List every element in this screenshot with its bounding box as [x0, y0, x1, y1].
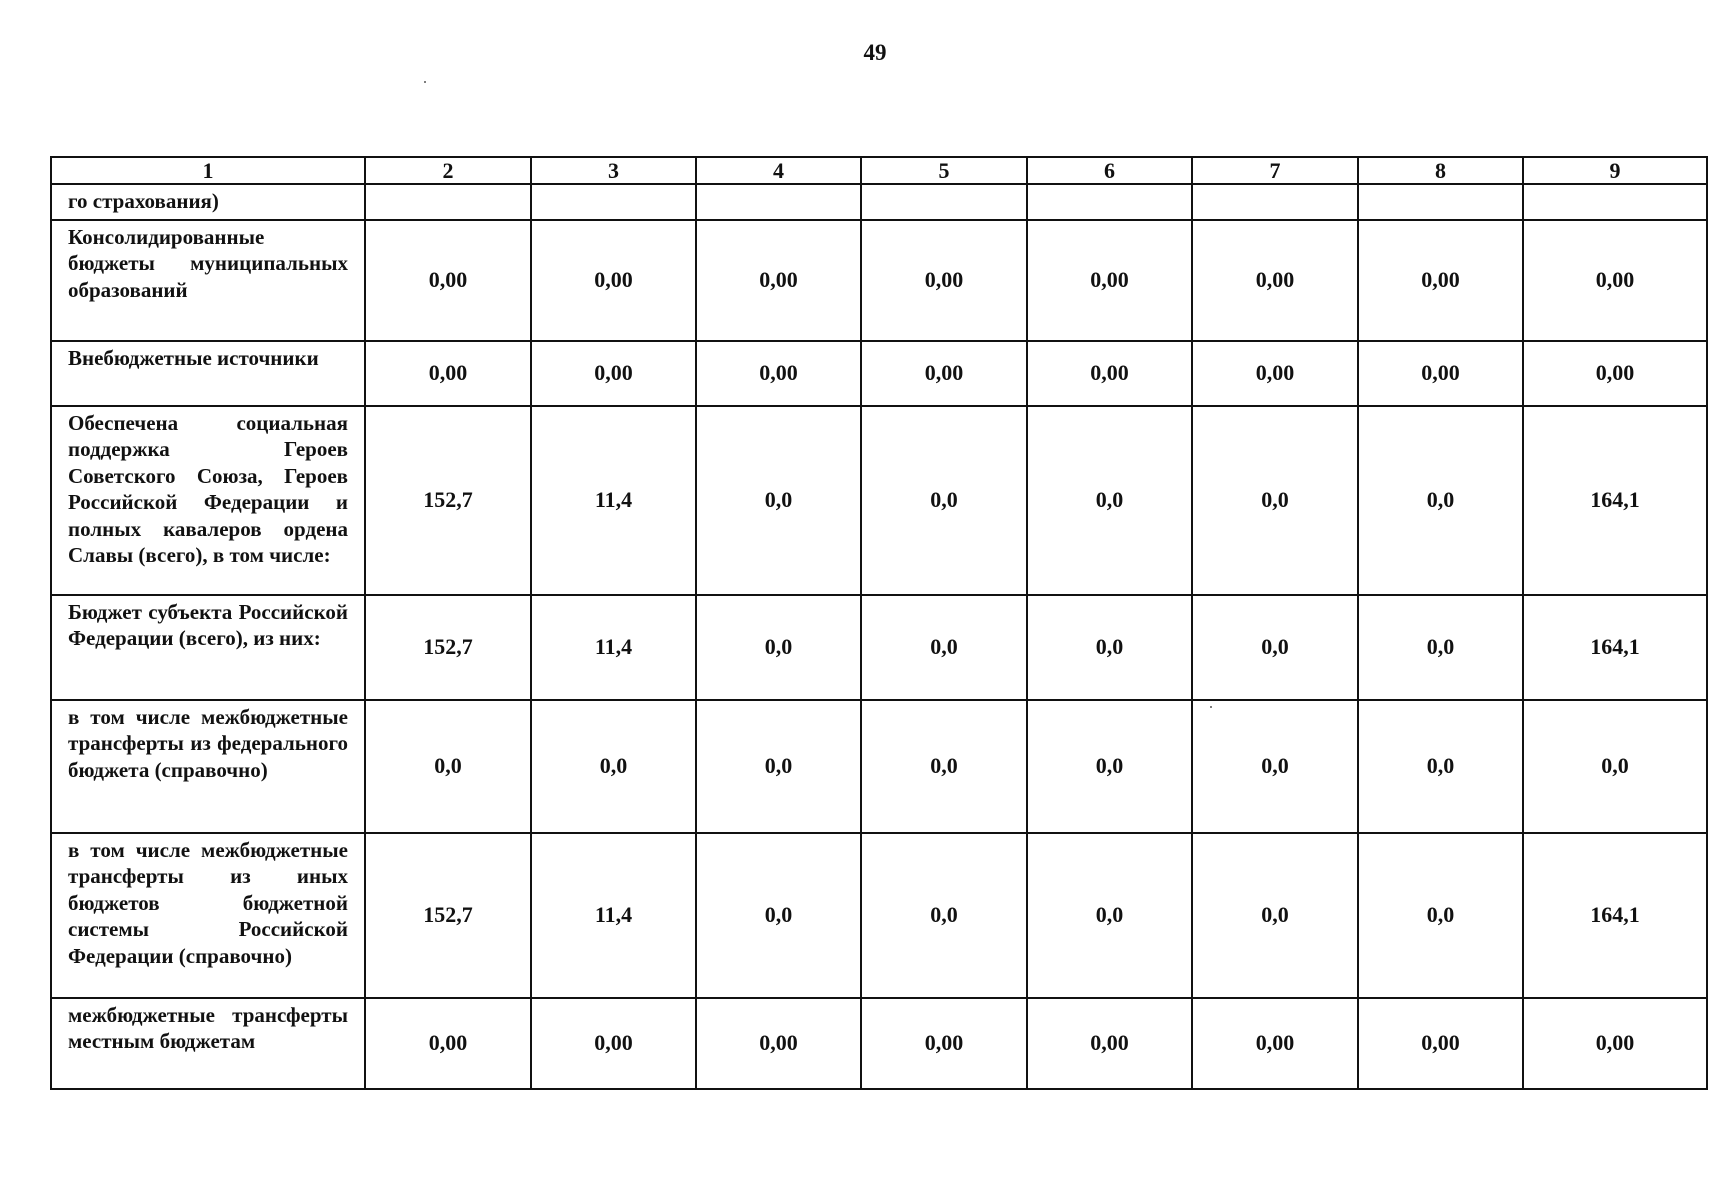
cell-value: 152,7 — [365, 833, 531, 998]
cell-value: 164,1 — [1523, 406, 1707, 595]
cell-value: 11,4 — [531, 406, 696, 595]
cell-value: 0,00 — [1027, 998, 1192, 1089]
row-label: межбюджетные трансферты местным бюджетам — [51, 998, 365, 1089]
cell-value — [696, 184, 861, 220]
cell-value: 0,0 — [696, 700, 861, 833]
table-row — [51, 700, 1707, 833]
table-row — [51, 595, 1707, 700]
cell-value: 0,0 — [1192, 700, 1358, 833]
table-row — [51, 220, 1707, 341]
column-header: 9 — [1523, 157, 1707, 184]
row-label: Внебюджетные источники — [51, 341, 365, 406]
cell-value: 0,0 — [1523, 700, 1707, 833]
cell-value: 0,0 — [1358, 700, 1523, 833]
cell-value: 0,00 — [1192, 220, 1358, 341]
cell-value — [1027, 184, 1192, 220]
cell-value: 0,0 — [861, 406, 1027, 595]
cell-value: 0,00 — [1358, 998, 1523, 1089]
cell-value: 0,00 — [1523, 341, 1707, 406]
cell-value: 0,0 — [696, 833, 861, 998]
column-header: 3 — [531, 157, 696, 184]
row-label: в том числе межбюджетные трансферты из иных бюджетов бюджетной системы Российской Федерации (справочно) — [51, 833, 365, 998]
page-number: 49 — [863, 40, 887, 65]
table-row — [51, 184, 1707, 220]
table-row — [51, 833, 1707, 998]
row-label: го страхования) — [51, 184, 365, 220]
cell-value: 0,00 — [365, 998, 531, 1089]
column-header: 2 — [365, 157, 531, 184]
table-row — [51, 998, 1707, 1089]
cell-value — [861, 184, 1027, 220]
budget-table — [50, 156, 1708, 1090]
cell-value: 0,00 — [1358, 341, 1523, 406]
column-header: 8 — [1358, 157, 1523, 184]
cell-value: 0,00 — [365, 220, 531, 341]
cell-value: 0,0 — [861, 595, 1027, 700]
cell-value: 0,0 — [1358, 406, 1523, 595]
column-number-row — [51, 157, 1707, 184]
cell-value: 0,0 — [1192, 595, 1358, 700]
cell-value: 0,00 — [531, 998, 696, 1089]
cell-value — [1358, 184, 1523, 220]
column-header: 7 — [1192, 157, 1358, 184]
cell-value — [365, 184, 531, 220]
cell-value: 152,7 — [365, 595, 531, 700]
cell-value: 0,00 — [1027, 341, 1192, 406]
cell-value: 0,0 — [1358, 595, 1523, 700]
column-header: 5 — [861, 157, 1027, 184]
cell-value: 0,0 — [1358, 833, 1523, 998]
cell-value: 0,00 — [1523, 220, 1707, 341]
cell-value: 0,0 — [1192, 833, 1358, 998]
cell-value: 0,0 — [1027, 833, 1192, 998]
cell-value: 0,0 — [696, 595, 861, 700]
cell-value: 0,00 — [531, 220, 696, 341]
cell-value: 0,0 — [1027, 406, 1192, 595]
column-header: 6 — [1027, 157, 1192, 184]
cell-value: 0,00 — [861, 341, 1027, 406]
cell-value: 0,00 — [696, 220, 861, 341]
cell-value: 0,00 — [696, 341, 861, 406]
table-row — [51, 341, 1707, 406]
scan-speck — [424, 81, 426, 83]
cell-value: 11,4 — [531, 833, 696, 998]
cell-value: 0,00 — [696, 998, 861, 1089]
row-label: Бюджет субъекта Российской Федерации (всего), из них: — [51, 595, 365, 700]
cell-value: 0,00 — [1523, 998, 1707, 1089]
cell-value: 11,4 — [531, 595, 696, 700]
cell-value — [531, 184, 696, 220]
row-label: Консолидированные бюджеты муниципальных образований — [51, 220, 365, 341]
cell-value: 0,0 — [365, 700, 531, 833]
column-header: 1 — [51, 157, 365, 184]
cell-value: 0,00 — [365, 341, 531, 406]
cell-value — [1523, 184, 1707, 220]
cell-value: 164,1 — [1523, 833, 1707, 998]
row-label: Обеспечена социальная поддержка Героев Советского Союза, Героев Российской Федерации и полных кавалеров ордена Славы (всего), в том числе: — [51, 406, 365, 595]
cell-value: 164,1 — [1523, 595, 1707, 700]
cell-value: 0,00 — [1192, 998, 1358, 1089]
cell-value: 0,00 — [861, 220, 1027, 341]
column-header: 4 — [696, 157, 861, 184]
cell-value: 152,7 — [365, 406, 531, 595]
cell-value: 0,0 — [531, 700, 696, 833]
cell-value: 0,00 — [1358, 220, 1523, 341]
cell-value: 0,0 — [696, 406, 861, 595]
row-label: в том числе межбюджетные трансферты из федерального бюджета (справочно) — [51, 700, 365, 833]
cell-value: 0,00 — [1027, 220, 1192, 341]
cell-value: 0,0 — [1027, 700, 1192, 833]
cell-value: 0,0 — [1192, 406, 1358, 595]
cell-value: 0,00 — [531, 341, 696, 406]
cell-value: 0,00 — [861, 998, 1027, 1089]
table-row — [51, 406, 1707, 595]
cell-value: 0,0 — [1027, 595, 1192, 700]
cell-value: 0,0 — [861, 700, 1027, 833]
cell-value: 0,00 — [1192, 341, 1358, 406]
cell-value — [1192, 184, 1358, 220]
cell-value: 0,0 — [861, 833, 1027, 998]
